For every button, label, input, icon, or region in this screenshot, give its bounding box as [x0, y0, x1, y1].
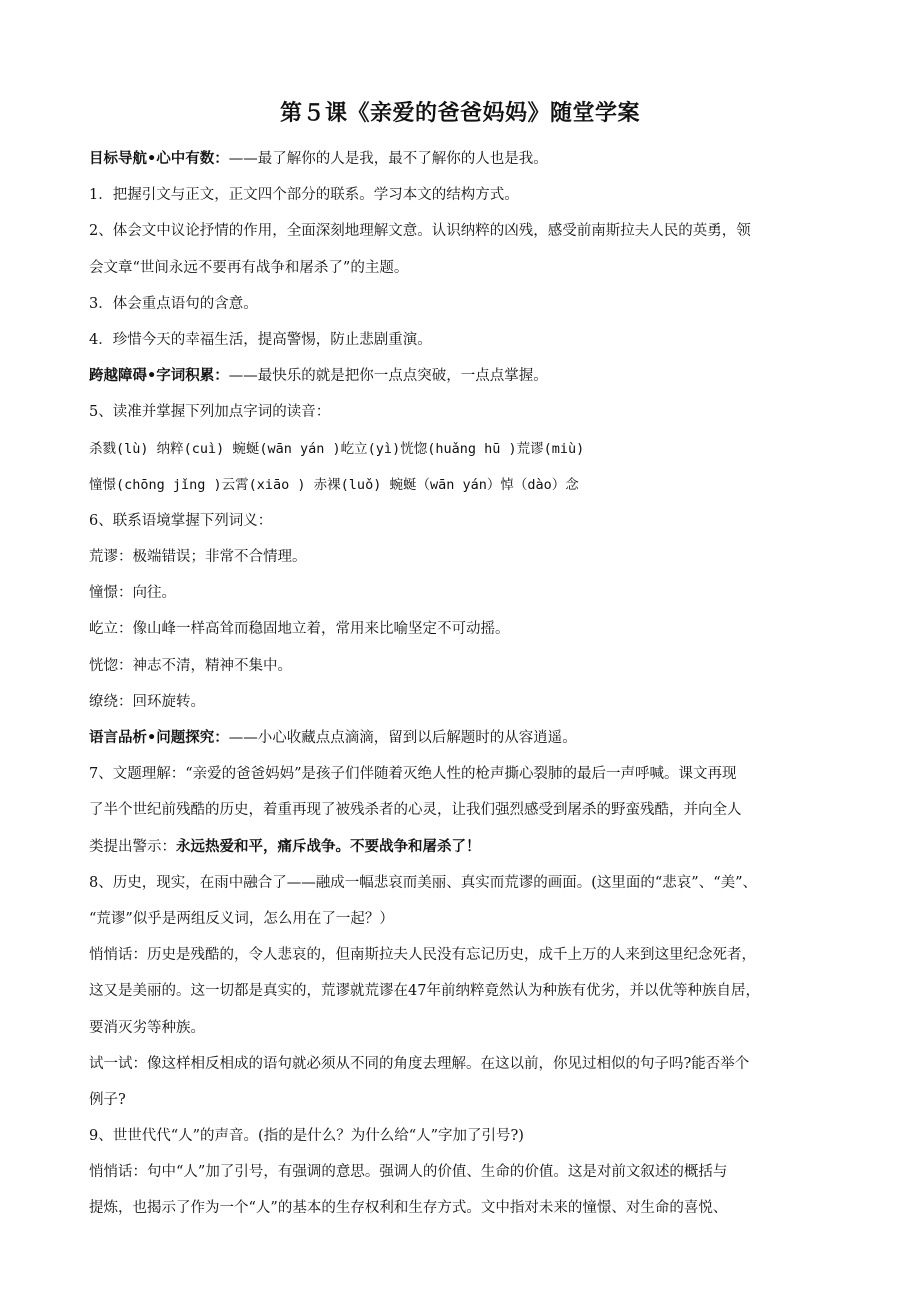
q9-hint-2: 提炼，也揭示了作为一个“人”的基本的生存权利和生存方式。文中指对未来的憧憬、对生命的喜悦、	[89, 1200, 728, 1217]
section-motto-goals: ——最了解你的人是我，最不了解你的人也是我。	[228, 151, 548, 167]
definition-item: 荒谬：极端错误；非常不合情理。	[89, 549, 307, 566]
analysis-section	[89, 720, 834, 756]
q5-pinyin-line-2: 憧憬(chōng jǐng )云霄(xiāo ) 赤裸(luǒ) 蜿蜒（wān yán）悼（dào）念	[89, 476, 579, 493]
q7-warning-label: 类提出警示：	[89, 838, 176, 855]
definition-item: 恍惚：神志不清，精神不集中。	[89, 657, 292, 674]
goal-item-3: 3．体会重点语句的含意。	[89, 295, 258, 312]
q8-try-2: 例子?	[89, 1091, 126, 1108]
barrier-section	[89, 358, 834, 394]
q5-prompt: 5、读准并掌握下列加点字词的读音：	[89, 404, 331, 421]
q9-hint-1: 悄悄话：句中“人”加了引号，有强调的意思。强调人的价值、生命的价值。这是对前文叙述的概括与	[89, 1164, 728, 1181]
q7-line-1: 7、文题理解：“亲爱的爸爸妈妈”是孩子们伴随着灭绝人性的枪声撕心裂肺的最后一声呼喊。课文再现	[89, 766, 737, 783]
q5-pinyin-line-1: 杀戮(lù) 纳粹(cuì) 蜿蜒(wān yán )屹立(yì)恍惚(huǎng hū )荒谬(miù)	[89, 440, 585, 457]
section-heading-goals: 目标导航•心中有数：	[89, 151, 229, 167]
q9-line-1: 9、世世代代“人”的声音。(指的是什么？为什么给“人”字加了引号?)	[89, 1128, 524, 1145]
section-heading-analysis: 语言品析•问题探究：	[89, 730, 229, 746]
page-title: 第５课《亲爱的爸爸妈妈》随堂学案	[279, 101, 640, 126]
q6-prompt: 6、联系语境掌握下列词义：	[89, 512, 273, 529]
document-body	[89, 141, 834, 1227]
q7-line-2: 了半个世纪前残酷的历史，着重再现了被残杀者的心灵，让我们强烈感受到屠杀的野蛮残酷，并向全人	[89, 802, 742, 819]
q8-try-1: 试一试：像这样相反相成的语句就必须从不同的角度去理解。在这以前，你见过相似的句子吗?能否举个	[89, 1055, 750, 1072]
goal-item-1: 1．把握引文与正文，正文四个部分的联系。学习本文的结构方式。	[89, 187, 519, 204]
q8-hint-2: 这又是美丽的。这一切都是真实的，荒谬就荒谬在47年前纳粹竟然认为种族有优劣，并以优等种族自居，	[89, 983, 760, 1000]
definition-item: 屹立：像山峰一样高耸而稳固地立着，常用来比喻坚定不可动摇。	[89, 621, 510, 638]
section-motto-analysis: ——小心收藏点点滴滴，留到以后解题时的从容逍遥。	[228, 730, 577, 746]
q7-line-3	[89, 829, 834, 865]
q8-line-1: 8、历史，现实，在雨中融合了——融成一幅悲哀而美丽、真实而荒谬的画面。(这里面的“悲哀”、“美”、	[89, 874, 758, 891]
definition-item: 憧憬：向往。	[89, 585, 176, 602]
goal-item-4: 4．珍惜今天的幸福生活，提高警惕，防止悲剧重演。	[89, 331, 432, 348]
q8-hint-1: 悄悄话：历史是残酷的，令人悲哀的，但南斯拉夫人民没有忘记历史，成千上万的人来到这里纪念死者，	[89, 947, 756, 964]
q8-hint-3: 要消灭劣等种族。	[89, 1019, 205, 1036]
goal-item-2: 2、体会文中议论抒情的作用，全面深刻地理解文意。认识纳粹的凶残，感受前南斯拉夫人民的英勇，领	[89, 223, 751, 240]
definition-item: 缭绕：回环旋转。	[89, 693, 205, 710]
goal-section	[89, 141, 834, 177]
q8-line-2: “荒谬”似乎是两组反义词，怎么用在了一起？）	[89, 910, 394, 927]
section-heading-barrier: 跨越障碍•字词积累：	[89, 368, 229, 385]
section-motto-barrier: ——最快乐的就是把你一点点突破，一点点掌握。	[228, 368, 548, 385]
q7-warning-text: 永远热爱和平，痛斥战争。不要战争和屠杀了！	[176, 837, 481, 855]
goal-item-2-cont: 会文章“世间永远不要再有战争和屠杀了”的主题。	[89, 259, 409, 276]
